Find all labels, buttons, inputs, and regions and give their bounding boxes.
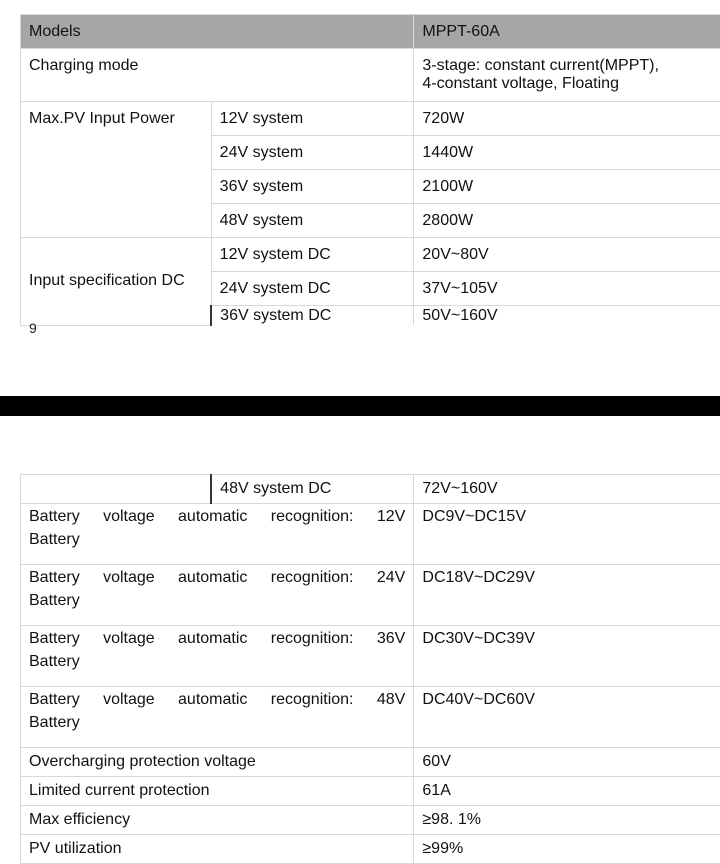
value-cell: DC18V~DC29V [414,565,720,626]
word: voltage [103,630,155,648]
battery-recognition-line2: Battery [29,648,405,676]
table-row [21,475,720,504]
spec-table-bottom [20,474,720,864]
charging-mode-value [414,49,720,102]
value-cell: DC9V~DC15V [414,504,720,565]
word: recognition: [271,691,354,709]
value-cell: 37V~105V [414,272,720,306]
word: Battery [29,691,80,709]
word: recognition: [271,630,354,648]
battery-recognition-row [21,504,720,565]
word: recognition: [271,508,354,526]
word: automatic [178,630,247,648]
spec-label: Max efficiency [21,806,414,835]
system-cell: 24V system DC [211,272,414,306]
header-value: MPPT-60A [414,15,720,49]
spec-label: Overcharging protection voltage [21,748,414,777]
page-break-band [0,396,720,416]
spec-label: Limited current protection [21,777,414,806]
battery-recognition-label [21,565,414,626]
value-cell: DC30V~DC39V [414,626,720,687]
system-cell: 24V system [211,136,414,170]
page-number: 9 [29,320,37,336]
charging-mode-value-line2: 4-constant voltage, Floating [422,75,712,93]
battery-recognition-row [21,565,720,626]
battery-recognition-line1 [29,691,405,709]
word: 48V [377,691,405,709]
battery-recognition-line1 [29,630,405,648]
value-cell: 72V~160V [414,475,720,504]
system-cell: 12V system [211,102,414,136]
word: 12V [377,508,405,526]
battery-recognition-line2: Battery [29,587,405,615]
table-row [21,835,720,864]
table-row [21,102,720,136]
value-cell: 720W [414,102,720,136]
battery-recognition-row [21,687,720,748]
word: voltage [103,691,155,709]
spec-label: PV utilization [21,835,414,864]
value-cell: 2100W [414,170,720,204]
table-row [21,806,720,835]
battery-recognition-label [21,687,414,748]
value-cell: 50V~160V [414,306,720,326]
battery-recognition-label [21,504,414,565]
battery-recognition-line2: Battery [29,526,405,554]
word: 36V [377,630,405,648]
word: automatic [178,508,247,526]
input-spec-label: Input specification DC [21,238,212,326]
value-cell: 2800W [414,204,720,238]
battery-recognition-row [21,626,720,687]
table-row [21,748,720,777]
word: automatic [178,569,247,587]
system-cell: 36V system DC [211,306,414,326]
battery-recognition-line1 [29,508,405,526]
charging-mode-value-line1: 3-stage: constant current(MPPT), [422,57,712,75]
charging-mode-label: Charging mode [21,49,414,102]
value-cell: DC40V~DC60V [414,687,720,748]
system-cell: 48V system [211,204,414,238]
battery-recognition-label [21,626,414,687]
word: recognition: [271,569,354,587]
system-cell: 48V system DC [211,475,414,504]
word: automatic [178,691,247,709]
word: voltage [103,569,155,587]
word: voltage [103,508,155,526]
battery-recognition-line1 [29,569,405,587]
word: Battery [29,630,80,648]
empty-cell [21,475,212,504]
value-cell: 61A [414,777,720,806]
header-label: Models [21,15,414,49]
value-cell: 1440W [414,136,720,170]
max-pv-input-power-label: Max.PV Input Power [21,102,212,238]
table-row [21,238,720,272]
spec-table-top [20,14,720,326]
system-cell: 36V system [211,170,414,204]
table-header-row [21,15,720,49]
battery-recognition-line2: Battery [29,709,405,737]
word: Battery [29,508,80,526]
value-cell: ≥99% [414,835,720,864]
system-cell: 12V system DC [211,238,414,272]
value-cell: 20V~80V [414,238,720,272]
table-row [21,777,720,806]
word: 24V [377,569,405,587]
value-cell: ≥98. 1% [414,806,720,835]
charging-mode-row [21,49,720,102]
word: Battery [29,569,80,587]
value-cell: 60V [414,748,720,777]
